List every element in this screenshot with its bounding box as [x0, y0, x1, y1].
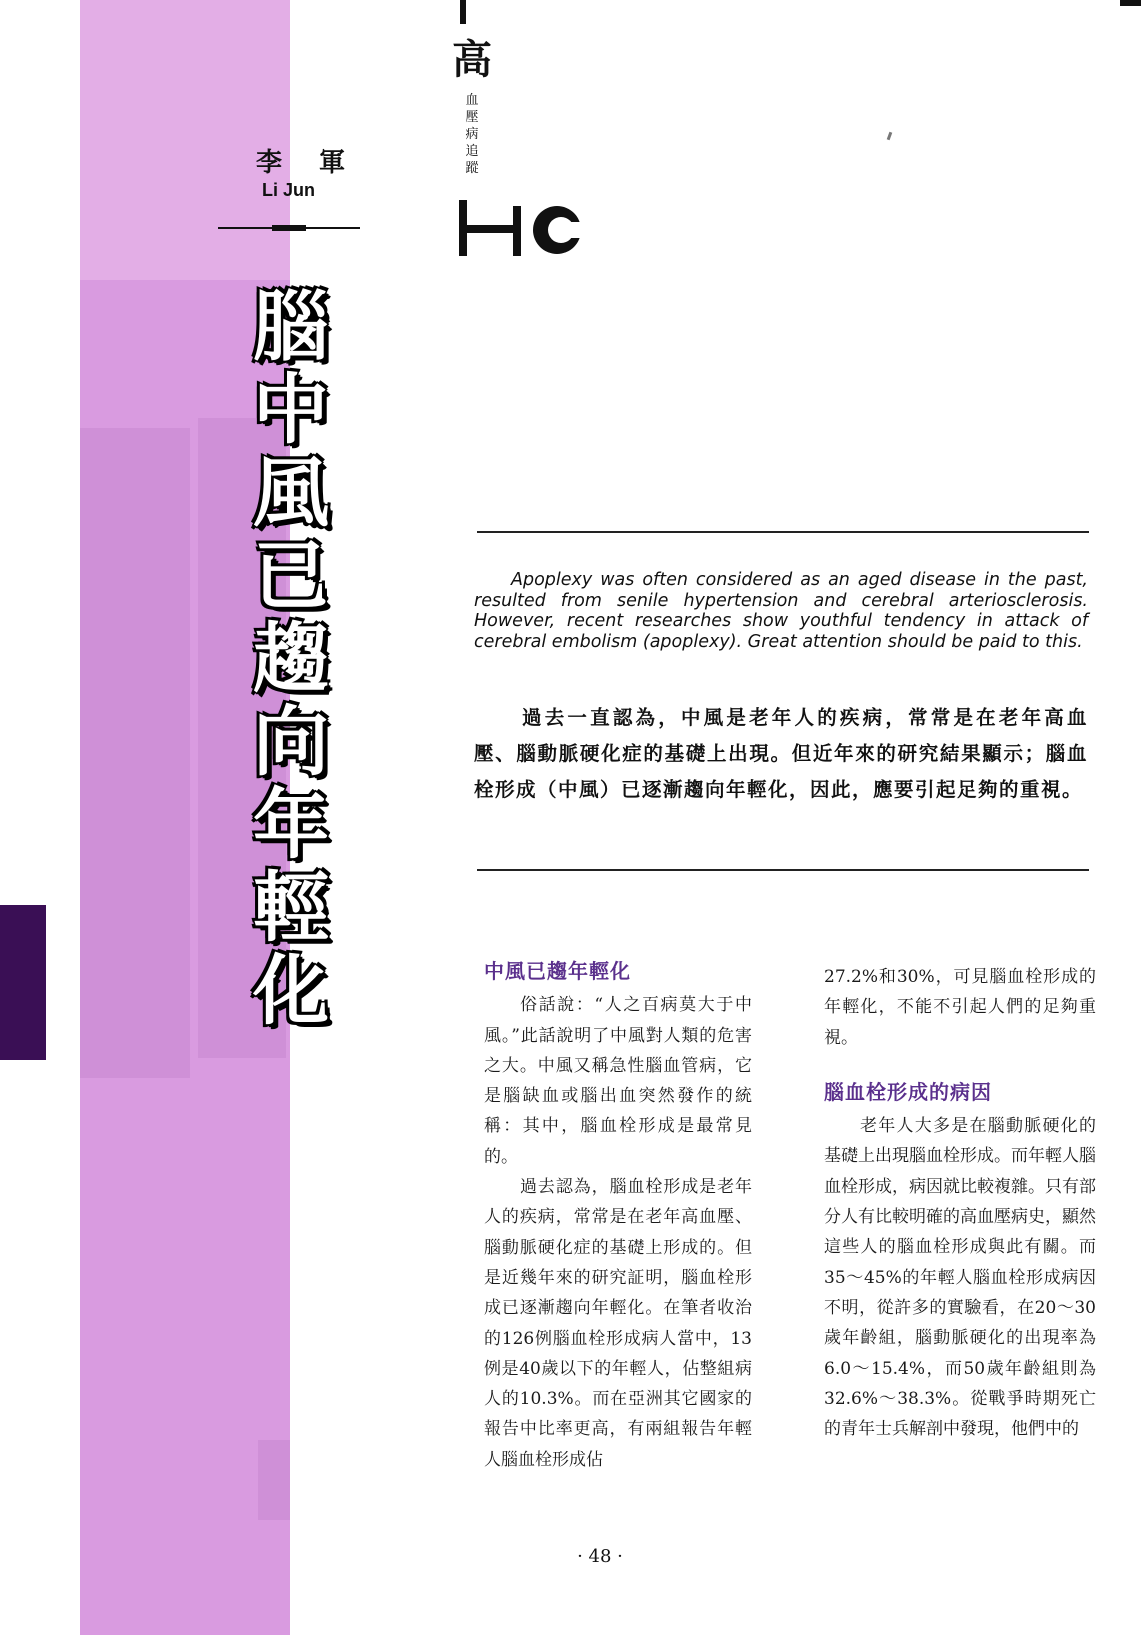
- article-title: [246, 282, 336, 1035]
- title-char: 腦: [253, 282, 329, 371]
- title-char: 風: [253, 448, 329, 537]
- edge-tab: [0, 905, 46, 1060]
- column-logo: 高: [452, 36, 492, 83]
- print-speck: [887, 132, 893, 141]
- title-char: 年: [253, 780, 329, 869]
- body-column-left: [484, 956, 752, 1475]
- abstract-english: Apoplexy was often considered as an aged disease in the past, resulted from senile hypertension and cerebral arteriosclerosis. However, recent researches show youthful tendency in attack of cerebral embolism (apoplexy). Great attention should be paid to this.: [474, 570, 1088, 652]
- logo-bar: [460, 0, 466, 24]
- abstract-top-rule: [477, 531, 1089, 533]
- body-paragraph: 俗話說：“人之百病莫大于中風。”此話說明了中風對人類的危害之大。中風又稱急性腦血管病，它是腦缺血或腦出血突然發作的統稱：其中，腦血栓形成是最常見的。: [484, 995, 752, 1167]
- body-paragraph: 老年人大多是在腦動脈硬化的基礎上出現腦血栓形成。而年輕人腦血栓形成，病因就比較複雜。只有部分人有比較明確的高血壓病史，顯然這些人的腦血栓形成與此有關。而35～45%的年輕人腦血栓形成病因不明，從許多的實驗看，在20～30歲年齡組，腦動脈硬化的出現率為6.0～15.4%，而50歲年齡組則為32.6%～38.3%。從戰爭時期死亡的青年士兵解剖中發現，他們中的: [824, 1116, 1096, 1440]
- edge-mark: [1120, 0, 1141, 6]
- column-subtitle: 血壓病追蹤: [465, 93, 479, 176]
- body-column-right: [824, 962, 1096, 1444]
- abstract-chinese: 過去一直認為，中風是老年人的疾病，常常是在老年高血壓、腦動脈硬化症的基礎上出現。但近年來的研究結果顯示；腦血栓形成（中風）已逐漸趨向年輕化，因此，應要引起足夠的重視。: [474, 706, 1088, 801]
- title-char: 已: [253, 531, 329, 620]
- abstract-bottom-rule: [477, 869, 1089, 871]
- author-divider-accent: [272, 225, 306, 231]
- title-char: 化: [253, 946, 329, 1035]
- title-char: 向: [253, 697, 329, 786]
- ghost-text-block: [258, 1440, 290, 1520]
- body-paragraph: 過去認為，腦血栓形成是老年人的疾病，常常是在老年高血壓、腦動脈硬化症的基礎上形成的。但是近幾年來的研究証明，腦血栓形成已逐漸趨向年輕化。在筆者收治的126例腦血栓形成病人當中，13例是40歲以下的年輕人，佔整組病人的10.3%。而在亞洲其它國家的報告中比率更高，有兩組報告年輕人腦血栓形成佔: [484, 1177, 752, 1470]
- section-heading: 中風已趨年輕化: [484, 959, 631, 983]
- title-char: 中: [253, 365, 329, 454]
- column-hc-mark: [457, 200, 587, 260]
- decorative-band-top: [80, 0, 290, 280]
- page-number: · 48 ·: [577, 1546, 623, 1567]
- body-paragraph-continued: 27.2%和30%，可見腦血栓形成的年輕化，不能不引起人們的足夠重視。: [824, 967, 1096, 1048]
- ghost-text-block: [80, 428, 190, 1078]
- author-name-chinese: 李 軍: [256, 148, 360, 178]
- section-heading: 腦血栓形成的病因: [824, 1079, 992, 1104]
- author-name-english: Li Jun: [262, 180, 315, 200]
- title-char: 輕: [253, 863, 329, 952]
- title-char: 趨: [253, 614, 329, 703]
